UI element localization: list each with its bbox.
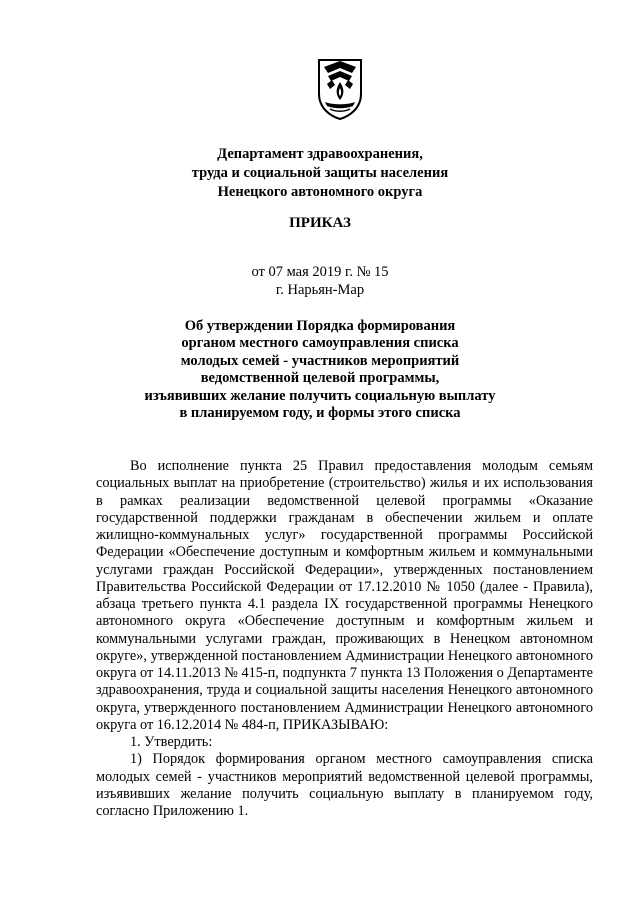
subject-line: органом местного самоуправления списка [181,335,459,352]
order-city: г. Нарьян-Мар [275,282,365,298]
item-1-1: 1) Порядок формирования органом местного самоуправления списка молодых семей - участников мероприятий ведомственной целевой программы, изъявивших желание получить социальную выплату в планируемом году, согласно Приложению 1. [96,751,593,819]
department-line: труда и социальной защиты населения [191,165,449,181]
order-date-block [0,263,640,299]
item-1: 1. Утвердить: [130,734,213,750]
preamble-paragraph: Во исполнение пункта 25 Правил предоставления молодым семьям социальных выплат на приобретение (строительство) жилья и их использования в рамках реализации ведомственной целевой программы «Оказание государственной поддержки гражданам в обеспечении жильем и оплате жилищно-коммунальных услуг» государственной программы Российской Федерации «Обеспечение доступным и комфортным жильем и коммунальными услугами граждан Российской Федерации», утвержденных постановлением Правительства Российской Федерации от 17.12.2010 № 1050 (далее - Правила), абзаца третьего пункта 4.1 раздела IX государственной программы Ненецкого автономного округа «Обеспечение доступным и комфортным жильем и коммунальными услугами граждан, проживающих в Ненецком автономном округе», утвержденной постановлением Администрации Ненецкого автономного округа от 14.11.2013 № 415-п, подпункта 7 пункта 13 Положения о Департаменте здравоохранения, труда и социальной защиты населения Ненецкого автономного округа, утвержденного постановлением Администрации Ненецкого автономного округа от 16.12.2014 № 484-п, ПРИКАЗЫВАЮ: [96,458,593,733]
department-line: Департамент здравоохранения, [217,146,423,162]
subject-line: молодых семей - участников мероприятий [180,352,460,369]
subject-line: изъявивших желание получить социальную выплату [144,387,496,404]
subject-line: ведомственной целевой программы, [200,370,440,387]
order-date: от 07 мая 2019 г. № 15 [251,264,389,280]
department-name [0,145,640,202]
order-title: ПРИКАЗ [289,215,351,231]
order-subject [0,318,640,422]
order-body [96,458,593,820]
subject-line: Об утверждении Порядка формирования [184,318,456,334]
coat-of-arms-icon [316,58,364,120]
subject-line: в планируемом году, и формы этого списка [179,405,461,422]
department-line: Ненецкого автономного округа [217,184,423,200]
